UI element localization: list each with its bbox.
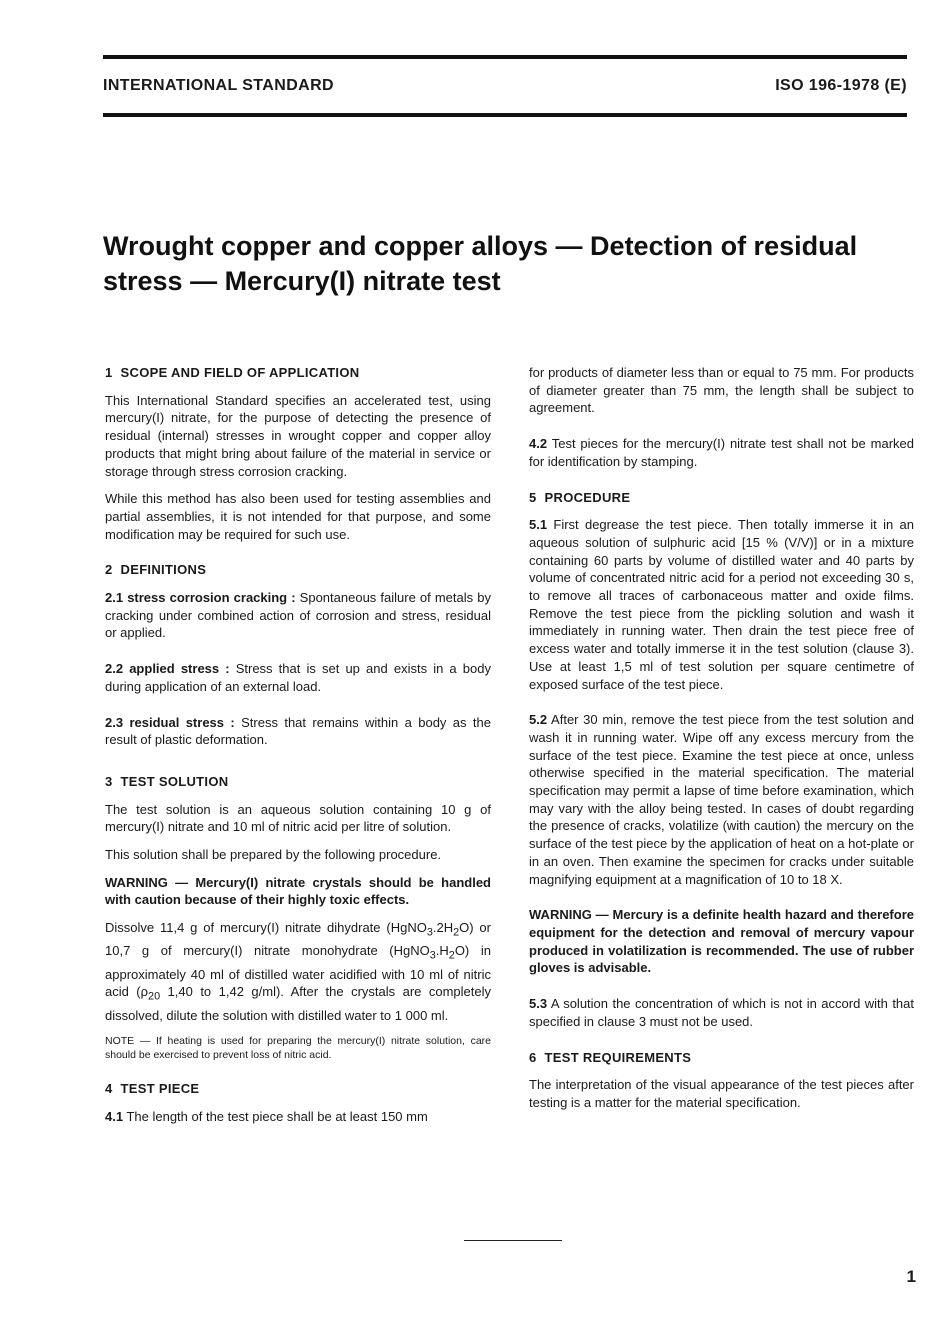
- clause-4-2: 4.2 Test pieces for the mercury(I) nitrate test shall not be marked for identification by stamping.: [529, 436, 914, 469]
- section-heading-scope: 1 SCOPE AND FIELD OF APPLICATION: [105, 365, 360, 380]
- definition-stress-corrosion-cracking: 2.1 stress corrosion cracking : Spontaneous failure of metals by cracking under combined action of corrosion and stress, residual or applied.: [105, 590, 491, 641]
- header-bottom-rule: [103, 113, 907, 117]
- section-heading-test-requirements: 6 TEST REQUIREMENTS: [529, 1049, 692, 1065]
- definition-applied-stress: 2.2 applied stress : Stress that is set up and exists in a body during application of an external load.: [105, 661, 491, 694]
- clause-4-1-continued: for products of diameter less than or equal to 75 mm. For products of diameter greater than 75 mm, the length shall be subject to agreement.: [529, 365, 914, 416]
- standard-number: ISO 196-1978 (E): [775, 77, 907, 94]
- note-heating: NOTE — If heating is used for preparing the mercury(I) nitrate solution, care should be exercised to prevent loss of nitric acid.: [105, 1035, 491, 1062]
- test-requirements-paragraph: The interpretation of the visual appearance of the test pieces after testing is a matter for the material specification.: [529, 1077, 914, 1110]
- clause-4-1-start: 4.1 The length of the test piece shall be at least 150 mm: [105, 1109, 428, 1125]
- section-heading-procedure: 5 PROCEDURE: [529, 489, 631, 505]
- left-column: [105, 364, 491, 1136]
- warning-mercury-nitrate: WARNING — Mercury(I) nitrate crystals should be handled with caution because of their highly toxic effects.: [105, 874, 491, 908]
- section-heading-definitions: 2 DEFINITIONS: [105, 562, 207, 578]
- clause-5-1: 5.1 First degrease the test piece. Then totally immerse it in an aqueous solution of sulphuric acid [15 % (V/V)] or in a mixture containing 60 parts by volume of distilled water and 40 parts by volume of concentrated nitric acid for a period not exceeding 30 s, to remove all traces of carbonaceous matter and oxide films. Remove the test piece from the pickling solution and wash it immediately in running water. Then drain the test piece free of excess water and totally immerse it in the test solution (clause 3). Use at least 1,5 ml of test solution per square centimetre of exposed surface of the test piece.: [529, 517, 914, 692]
- test-solution-paragraph-2: This solution shall be prepared by the following procedure.: [105, 847, 442, 863]
- document-type: INTERNATIONAL STANDARD: [103, 77, 335, 94]
- definition-residual-stress: 2.3 residual stress : Stress that remains within a body as the result of plastic deformation.: [105, 714, 491, 748]
- scope-paragraph-2: While this method has also been used for testing assemblies and partial assemblies, it is not intended for that purpose, and some modification may be required for such use.: [105, 491, 491, 542]
- section-heading-test-piece: 4 TEST PIECE: [105, 1081, 200, 1097]
- clause-5-3: 5.3 A solution the concentration of which is not in accord with that specified in clause 3 must not be used.: [529, 996, 914, 1029]
- test-solution-paragraph-1: The test solution is an aqueous solution containing 10 g of mercury(I) nitrate and 10 ml of nitric acid per litre of solution.: [105, 801, 491, 835]
- header-top-rule: [103, 55, 907, 59]
- scope-paragraph-1: This International Standard specifies an accelerated test, using mercury(I) nitrate, for the purpose of detecting the presence of residual (internal) stresses in wrought copper and copper alloy products that might bring about failure of the material in service or storage through stress corrosion cracking.: [105, 392, 491, 479]
- warning-mercury-hazard: WARNING — Mercury is a definite health hazard and therefore equipment for the detection and removal of mercury vapour produced in volatilization is recommended. The use of rubber gloves is advisable.: [529, 907, 914, 976]
- right-column: [529, 364, 914, 1122]
- dissolve-procedure: Dissolve 11,4 g of mercury(I) nitrate dihydrate $(HgNO_3.2H_2O)$ or 10,7 g of mercury(I) nitrate monohydrate $(HgNO_3.H_2O)$ in approximately 40 ml of distilled water acidified with 10 ml of nitric acid ($\rho_{20}$ 1,40 to 1,42 g/ml). After the crystals are completely dissolved, dilute the solution with distilled water to 1 000 ml.: [105, 920, 492, 1023]
- clause-5-2: 5.2 After 30 min, remove the test piece from the test solution and wash it in running water. Wipe off any excess mercury from the surface of the test piece. Examine the test piece at once, unless otherwise specified in the material specification. The material specification may permit a lapse of time before examination, which may vary with the alloy being tested. In cases of doubt regarding the presence of cracks, volatilize (with caution) the mercury on the surface of the test piece by the application of heat on a hot-plate or in an oven. Then examine the specimen for cracks under suitable magnifying equipment at a magnification of 10 to 18 X.: [529, 712, 914, 887]
- document-title: [103, 229, 903, 299]
- title-line-1: Wrought copper and copper alloys — Detection of residual: [103, 231, 858, 261]
- footer-rule: [464, 1240, 562, 1241]
- title-line-2: stress — Mercury(I) nitrate test: [103, 266, 501, 296]
- section-heading-test-solution: 3 TEST SOLUTION: [105, 773, 229, 789]
- page-number: 1: [906, 1267, 916, 1286]
